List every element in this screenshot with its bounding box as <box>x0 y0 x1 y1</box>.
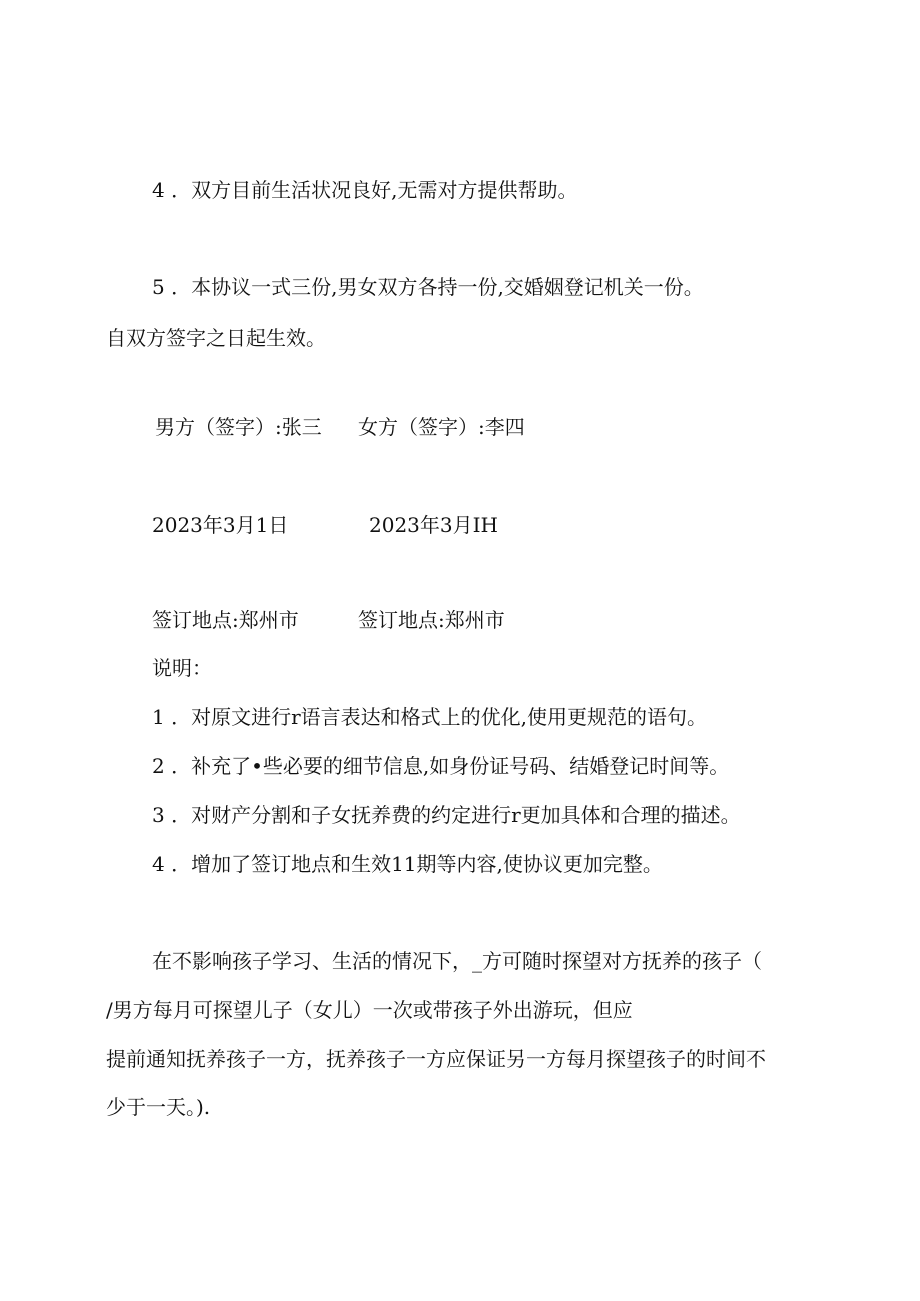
note-item: 1 ．对原文进行r语言表达和格式上的优化,使用更规范的语句。 <box>152 705 707 729</box>
female-sign-place: 签订地点:郑州市 <box>358 608 505 632</box>
visitation-text: 提前通知抚养孩子一方，抚养孩子一方应保证另一方每月探望孩子的时间不 <box>106 1047 766 1071</box>
item-5-text: 5 ．本协议一式三份,男女双方各持一份,交婚姻登记机关一份。 <box>152 275 704 299</box>
female-sign-date: 2023年3月IH <box>369 513 498 537</box>
male-sign-place: 签订地点:郑州市 <box>152 608 299 632</box>
male-signature: 男方（签字）:张三 <box>155 415 322 439</box>
note-item: 4 ．增加了签订地点和生效11期等内容,使协议更加完整。 <box>152 852 663 876</box>
male-sign-date: 2023年3月1日 <box>152 513 289 537</box>
visitation-text: /男方每月可探望儿子（女儿）一次或带孩子外出游玩，但应 <box>106 998 633 1022</box>
visitation-text: 少于一天。). <box>106 1095 211 1119</box>
note-item: 2 ．补充了•些必要的细节信息,如身份证号码、结婚登记时间等。 <box>152 754 730 778</box>
female-signature: 女方（签字）:李四 <box>358 415 525 439</box>
item-5-continuation: 自双方签字之日起生效。 <box>106 326 326 350</box>
notes-heading: 说明： <box>152 656 212 680</box>
note-item: 3 ．对财产分割和子女抚养费的约定进行r更加具体和合理的描述。 <box>152 803 741 827</box>
item-4-text: 4 ．双方目前生活状况良好,无需对方提供帮助。 <box>152 178 578 202</box>
visitation-text: 在不影响孩子学习、生活的情况下，_方可随时探望对方抚养的孩子（ <box>152 949 762 973</box>
